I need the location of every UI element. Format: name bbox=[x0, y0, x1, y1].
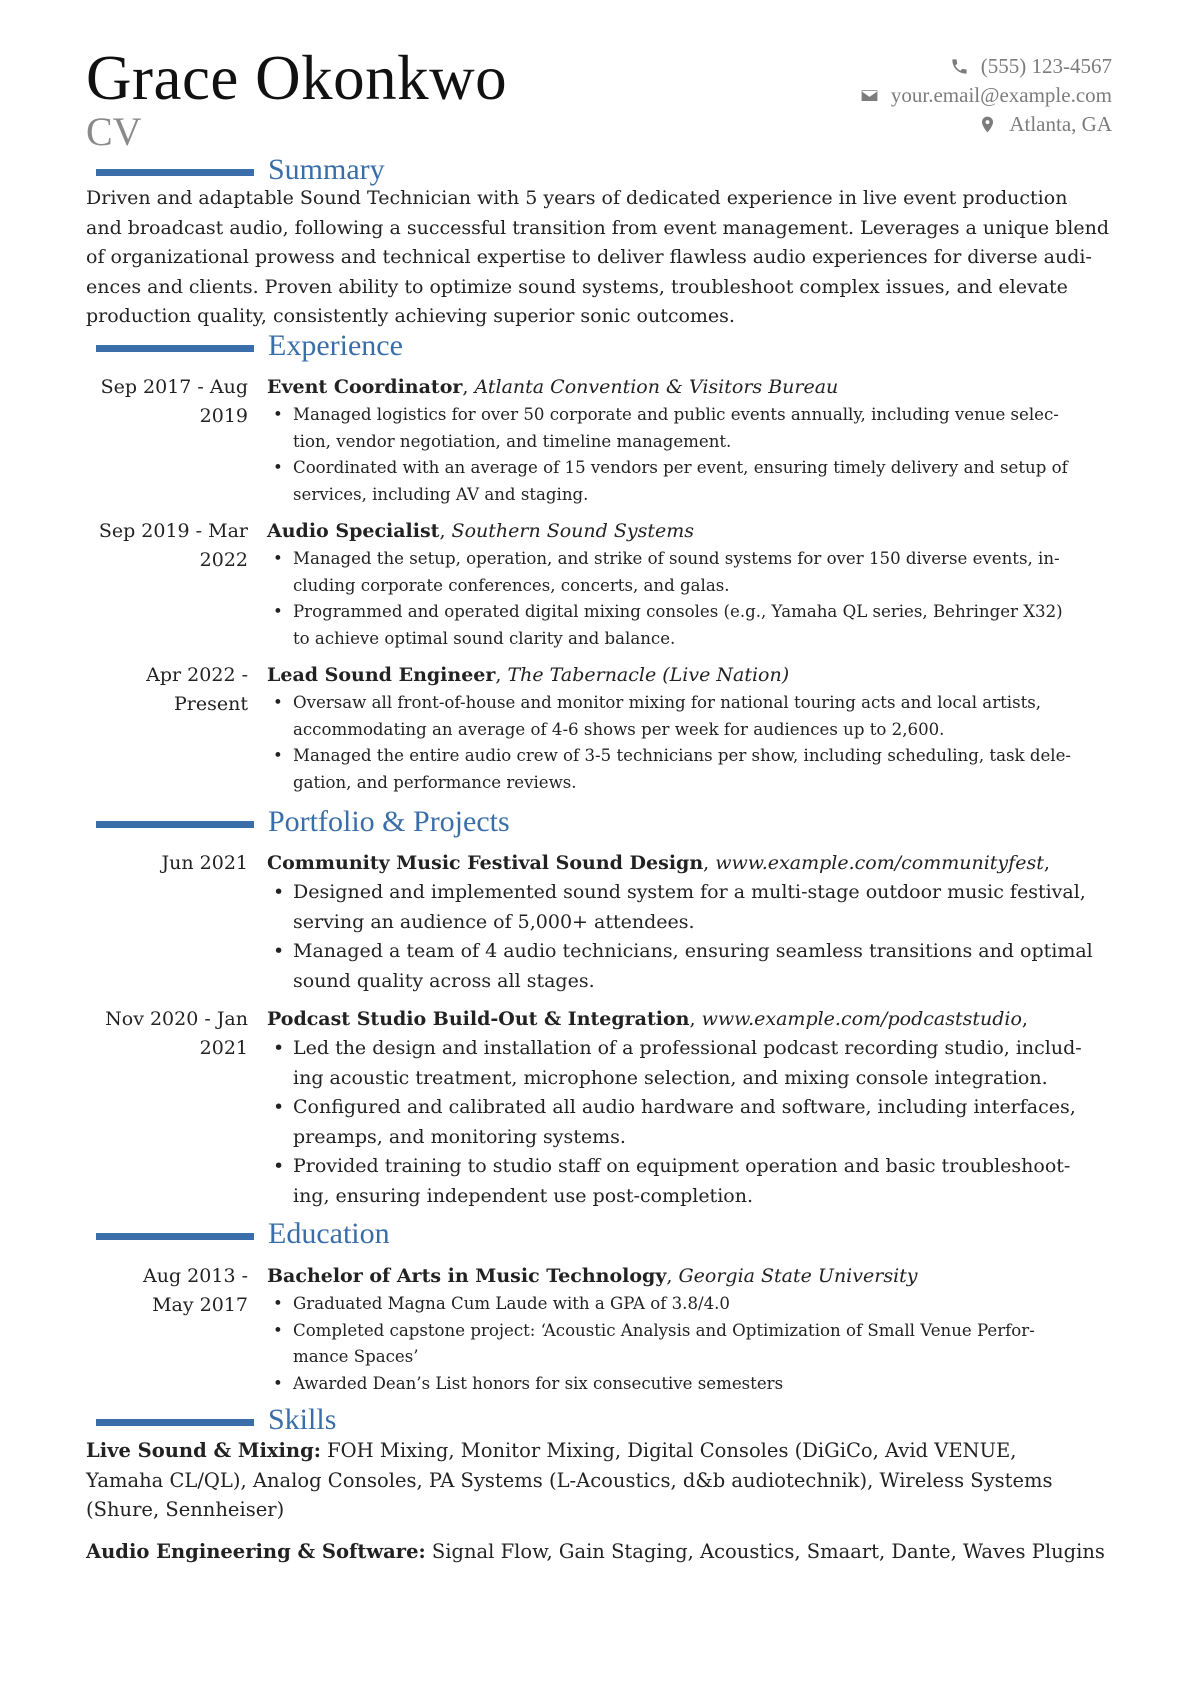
bullet-line: to achieve optimal sound clarity and balance. bbox=[293, 628, 676, 648]
bullet-line: serving an audience of 5,000+ attendees. bbox=[293, 910, 695, 933]
bullet-line: • Graduated Magna Cum Laude with a GPA of 3.8/4.0 bbox=[293, 1294, 730, 1313]
skill-items: (Shure, Sennheiser) bbox=[86, 1498, 285, 1521]
date-line: Nov 2020 - Jan bbox=[105, 1008, 248, 1030]
summary-line: Driven and adaptable Sound Technician with 5 years of dedicated experience in live event production bbox=[86, 187, 1068, 209]
entry-body bbox=[267, 1005, 1187, 1211]
candidate-name: Grace Okonkwo bbox=[86, 43, 508, 113]
bullet-item bbox=[267, 455, 1187, 508]
bullet-list bbox=[267, 690, 1187, 796]
bullet-item bbox=[267, 1291, 1187, 1318]
contact-email[interactable] bbox=[692, 81, 1112, 110]
bullet-line: • Designed and implemented sound system for a multi-stage outdoor music festival, bbox=[293, 881, 1086, 903]
school: Georgia State University bbox=[678, 1265, 918, 1287]
degree: Bachelor of Arts in Music Technology bbox=[267, 1265, 667, 1287]
bullet-item bbox=[267, 1318, 1187, 1371]
entry-body bbox=[267, 849, 1187, 996]
date-line: Apr 2022 - bbox=[146, 664, 248, 686]
section-title-portfolio: Portfolio & Projects bbox=[268, 805, 510, 838]
section-rule bbox=[96, 345, 254, 352]
location-text: Atlanta, GA bbox=[1009, 112, 1112, 136]
bullet-item bbox=[267, 1371, 1187, 1398]
contact-phone[interactable] bbox=[692, 52, 1112, 81]
entry-heading: Podcast Studio Build-Out & Integration, www.example.com/podcaststudio, bbox=[267, 1008, 1028, 1030]
job-title: Lead Sound Engineer bbox=[267, 664, 496, 686]
bullet-list bbox=[267, 878, 1187, 996]
entry-date bbox=[86, 661, 248, 719]
skill-group bbox=[86, 1436, 1136, 1525]
project-link[interactable]: www.example.com/podcaststudio bbox=[701, 1008, 1022, 1030]
bullet-line: • Configured and calibrated all audio hardware and software, including interfaces, bbox=[293, 1096, 1076, 1118]
date-line: Aug 2013 - bbox=[143, 1265, 248, 1287]
bullet-list bbox=[267, 546, 1187, 652]
map-pin-icon bbox=[978, 115, 997, 134]
entry-body bbox=[267, 661, 1187, 796]
summary-line: of organizational prowess and technical expertise to deliver flawless audio experiences for diverse audi- bbox=[86, 246, 1092, 268]
project-name: Community Music Festival Sound Design bbox=[267, 852, 704, 874]
entry-body bbox=[267, 1262, 1187, 1397]
bullet-line: • Coordinated with an average of 15 vendors per event, ensuring timely delivery and setup of bbox=[293, 458, 1068, 477]
document-title: CV bbox=[86, 109, 142, 154]
summary-paragraph bbox=[86, 184, 1126, 332]
email-text: your.email@example.com bbox=[890, 83, 1112, 107]
skill-category: Live Sound & Mixing: bbox=[86, 1439, 321, 1462]
bullet-list bbox=[267, 1034, 1187, 1211]
entry-heading: Bachelor of Arts in Music Technology, Georgia State University bbox=[267, 1265, 918, 1287]
section-rule bbox=[96, 821, 254, 828]
bullet-item bbox=[267, 937, 1187, 996]
bullet-line: • Programmed and operated digital mixing consoles (e.g., Yamaha QL series, Behringer X32) bbox=[293, 602, 1063, 621]
skill-items: FOH Mixing, Monitor Mixing, Digital Consoles (DiGiCo, Avid VENUE, bbox=[327, 1439, 1017, 1462]
bullet-item bbox=[267, 743, 1187, 796]
bullet-item bbox=[267, 1093, 1187, 1152]
contact-location bbox=[692, 110, 1112, 139]
bullet-line: • Awarded Dean’s List honors for six consecutive semesters bbox=[293, 1373, 784, 1393]
date-line: Sep 2019 - Mar bbox=[98, 520, 248, 542]
skill-line bbox=[86, 1537, 1136, 1567]
summary-line: ences and clients. Proven ability to optimize sound systems, troubleshoot complex issues, and elevate bbox=[86, 275, 1068, 298]
bullet-line: • Oversaw all front-of-house and monitor mixing for national touring acts and local artists, bbox=[293, 693, 1042, 712]
entry-heading: Audio Specialist, Southern Sound Systems bbox=[267, 520, 694, 542]
bullet-item bbox=[267, 402, 1187, 455]
bullet-line: • Completed capstone project: ‘Acoustic Analysis and Optimization of Small Venue Perfor- bbox=[293, 1320, 1035, 1340]
entry-heading: Community Music Festival Sound Design, www.example.com/communityfest, bbox=[267, 852, 1050, 874]
section-rule bbox=[96, 1233, 254, 1240]
date-line: 2021 bbox=[199, 1037, 248, 1059]
section-title-education: Education bbox=[268, 1217, 390, 1250]
bullet-line: preamps, and monitoring systems. bbox=[293, 1125, 626, 1148]
bullet-item bbox=[267, 1034, 1187, 1093]
entry-date bbox=[86, 517, 248, 575]
section-title-experience: Experience bbox=[268, 329, 403, 362]
entry-date bbox=[86, 849, 248, 878]
entry-date bbox=[86, 373, 248, 431]
bullet-line: • Managed the entire audio crew of 3-5 technicians per show, including scheduling, task dele- bbox=[293, 746, 1072, 765]
bullet-list bbox=[267, 402, 1187, 508]
bullet-item bbox=[267, 1152, 1187, 1211]
bullet-line: • Managed the setup, operation, and strike of sound systems for over 150 diverse events, in- bbox=[293, 549, 1060, 568]
entry-date bbox=[86, 1005, 248, 1063]
job-title: Event Coordinator bbox=[267, 376, 463, 398]
job-title: Audio Specialist bbox=[267, 520, 440, 542]
entry-body bbox=[267, 517, 1187, 652]
bullet-line: accommodating an average of 4-6 shows per week for audiences up to 2,600. bbox=[293, 719, 945, 739]
bullet-item bbox=[267, 546, 1187, 599]
section-header-portfolio bbox=[96, 805, 1096, 844]
phone-icon bbox=[950, 57, 969, 76]
bullet-line: • Led the design and installation of a professional podcast recording studio, includ- bbox=[293, 1037, 1082, 1059]
bullet-line: gation, and performance reviews. bbox=[293, 772, 577, 792]
skill-category: Audio Engineering & Software: bbox=[86, 1539, 426, 1563]
summary-line: and broadcast audio, following a successful transition from event management. Leverages a unique blend bbox=[86, 216, 1110, 239]
entry-heading: Lead Sound Engineer, The Tabernacle (Live Nation) bbox=[267, 664, 790, 686]
bullet-line: tion, vendor negotiation, and timeline management. bbox=[293, 431, 732, 451]
date-line: 2022 bbox=[199, 549, 248, 571]
phone-text: (555) 123-4567 bbox=[980, 54, 1112, 78]
entry-body bbox=[267, 373, 1187, 508]
date-line: 2019 bbox=[199, 405, 248, 427]
section-title-skills: Skills bbox=[268, 1403, 337, 1436]
bullet-line: cluding corporate conferences, concerts, and galas. bbox=[293, 575, 730, 595]
skill-group bbox=[86, 1537, 1136, 1567]
date-line: Jun 2021 bbox=[161, 852, 248, 874]
entry-heading: Event Coordinator, Atlanta Convention & Visitors Bureau bbox=[267, 376, 839, 398]
skills-list bbox=[86, 1436, 1136, 1578]
section-title-summary: Summary bbox=[268, 153, 385, 186]
bullet-item bbox=[267, 878, 1187, 937]
skill-line bbox=[86, 1436, 1136, 1466]
skill-items: Yamaha CL/QL), Analog Consoles, PA Systems (L-Acoustics, d&b audiotechnik), Wireless Systems bbox=[86, 1468, 1053, 1492]
bullet-line: services, including AV and staging. bbox=[293, 484, 589, 504]
date-line: Sep 2017 - Aug bbox=[100, 376, 248, 398]
section-header-education bbox=[96, 1217, 1096, 1256]
entry-date bbox=[86, 1262, 248, 1320]
date-line: Present bbox=[174, 693, 248, 715]
employer: Southern Sound Systems bbox=[451, 520, 694, 542]
bullet-line: ing, ensuring independent use post-completion. bbox=[293, 1184, 753, 1207]
employer: The Tabernacle (Live Nation) bbox=[507, 664, 790, 686]
date-line: May 2017 bbox=[152, 1294, 248, 1316]
project-name: Podcast Studio Build-Out & Integration bbox=[267, 1008, 690, 1030]
contact-info bbox=[692, 52, 1112, 139]
section-header-experience bbox=[96, 329, 1096, 368]
bullet-line: • Provided training to studio staff on equipment operation and basic troubleshoot- bbox=[293, 1155, 1071, 1177]
summary-line: production quality, consistently achieving superior sonic outcomes. bbox=[86, 305, 735, 327]
employer: Atlanta Convention & Visitors Bureau bbox=[474, 376, 839, 398]
skill-items: Signal Flow, Gain Staging, Acoustics, Smaart, Dante, Waves Plugins bbox=[431, 1539, 1105, 1563]
project-link[interactable]: www.example.com/communityfest bbox=[715, 852, 1044, 874]
section-rule bbox=[96, 169, 254, 176]
bullet-item bbox=[267, 599, 1187, 652]
bullet-line: • Managed logistics for over 50 corporate and public events annually, including venue selec- bbox=[293, 405, 1059, 424]
bullet-line: sound quality across all stages. bbox=[293, 969, 595, 992]
bullet-line: ing acoustic treatment, microphone selection, and mixing console integration. bbox=[293, 1066, 1048, 1089]
bullet-line: • Managed a team of 4 audio technicians, ensuring seamless transitions and optimal bbox=[293, 940, 1093, 962]
bullet-item bbox=[267, 690, 1187, 743]
envelope-icon bbox=[860, 86, 879, 105]
bullet-line: mance Spaces’ bbox=[293, 1347, 419, 1366]
bullet-list bbox=[267, 1291, 1187, 1397]
section-rule bbox=[96, 1419, 254, 1426]
